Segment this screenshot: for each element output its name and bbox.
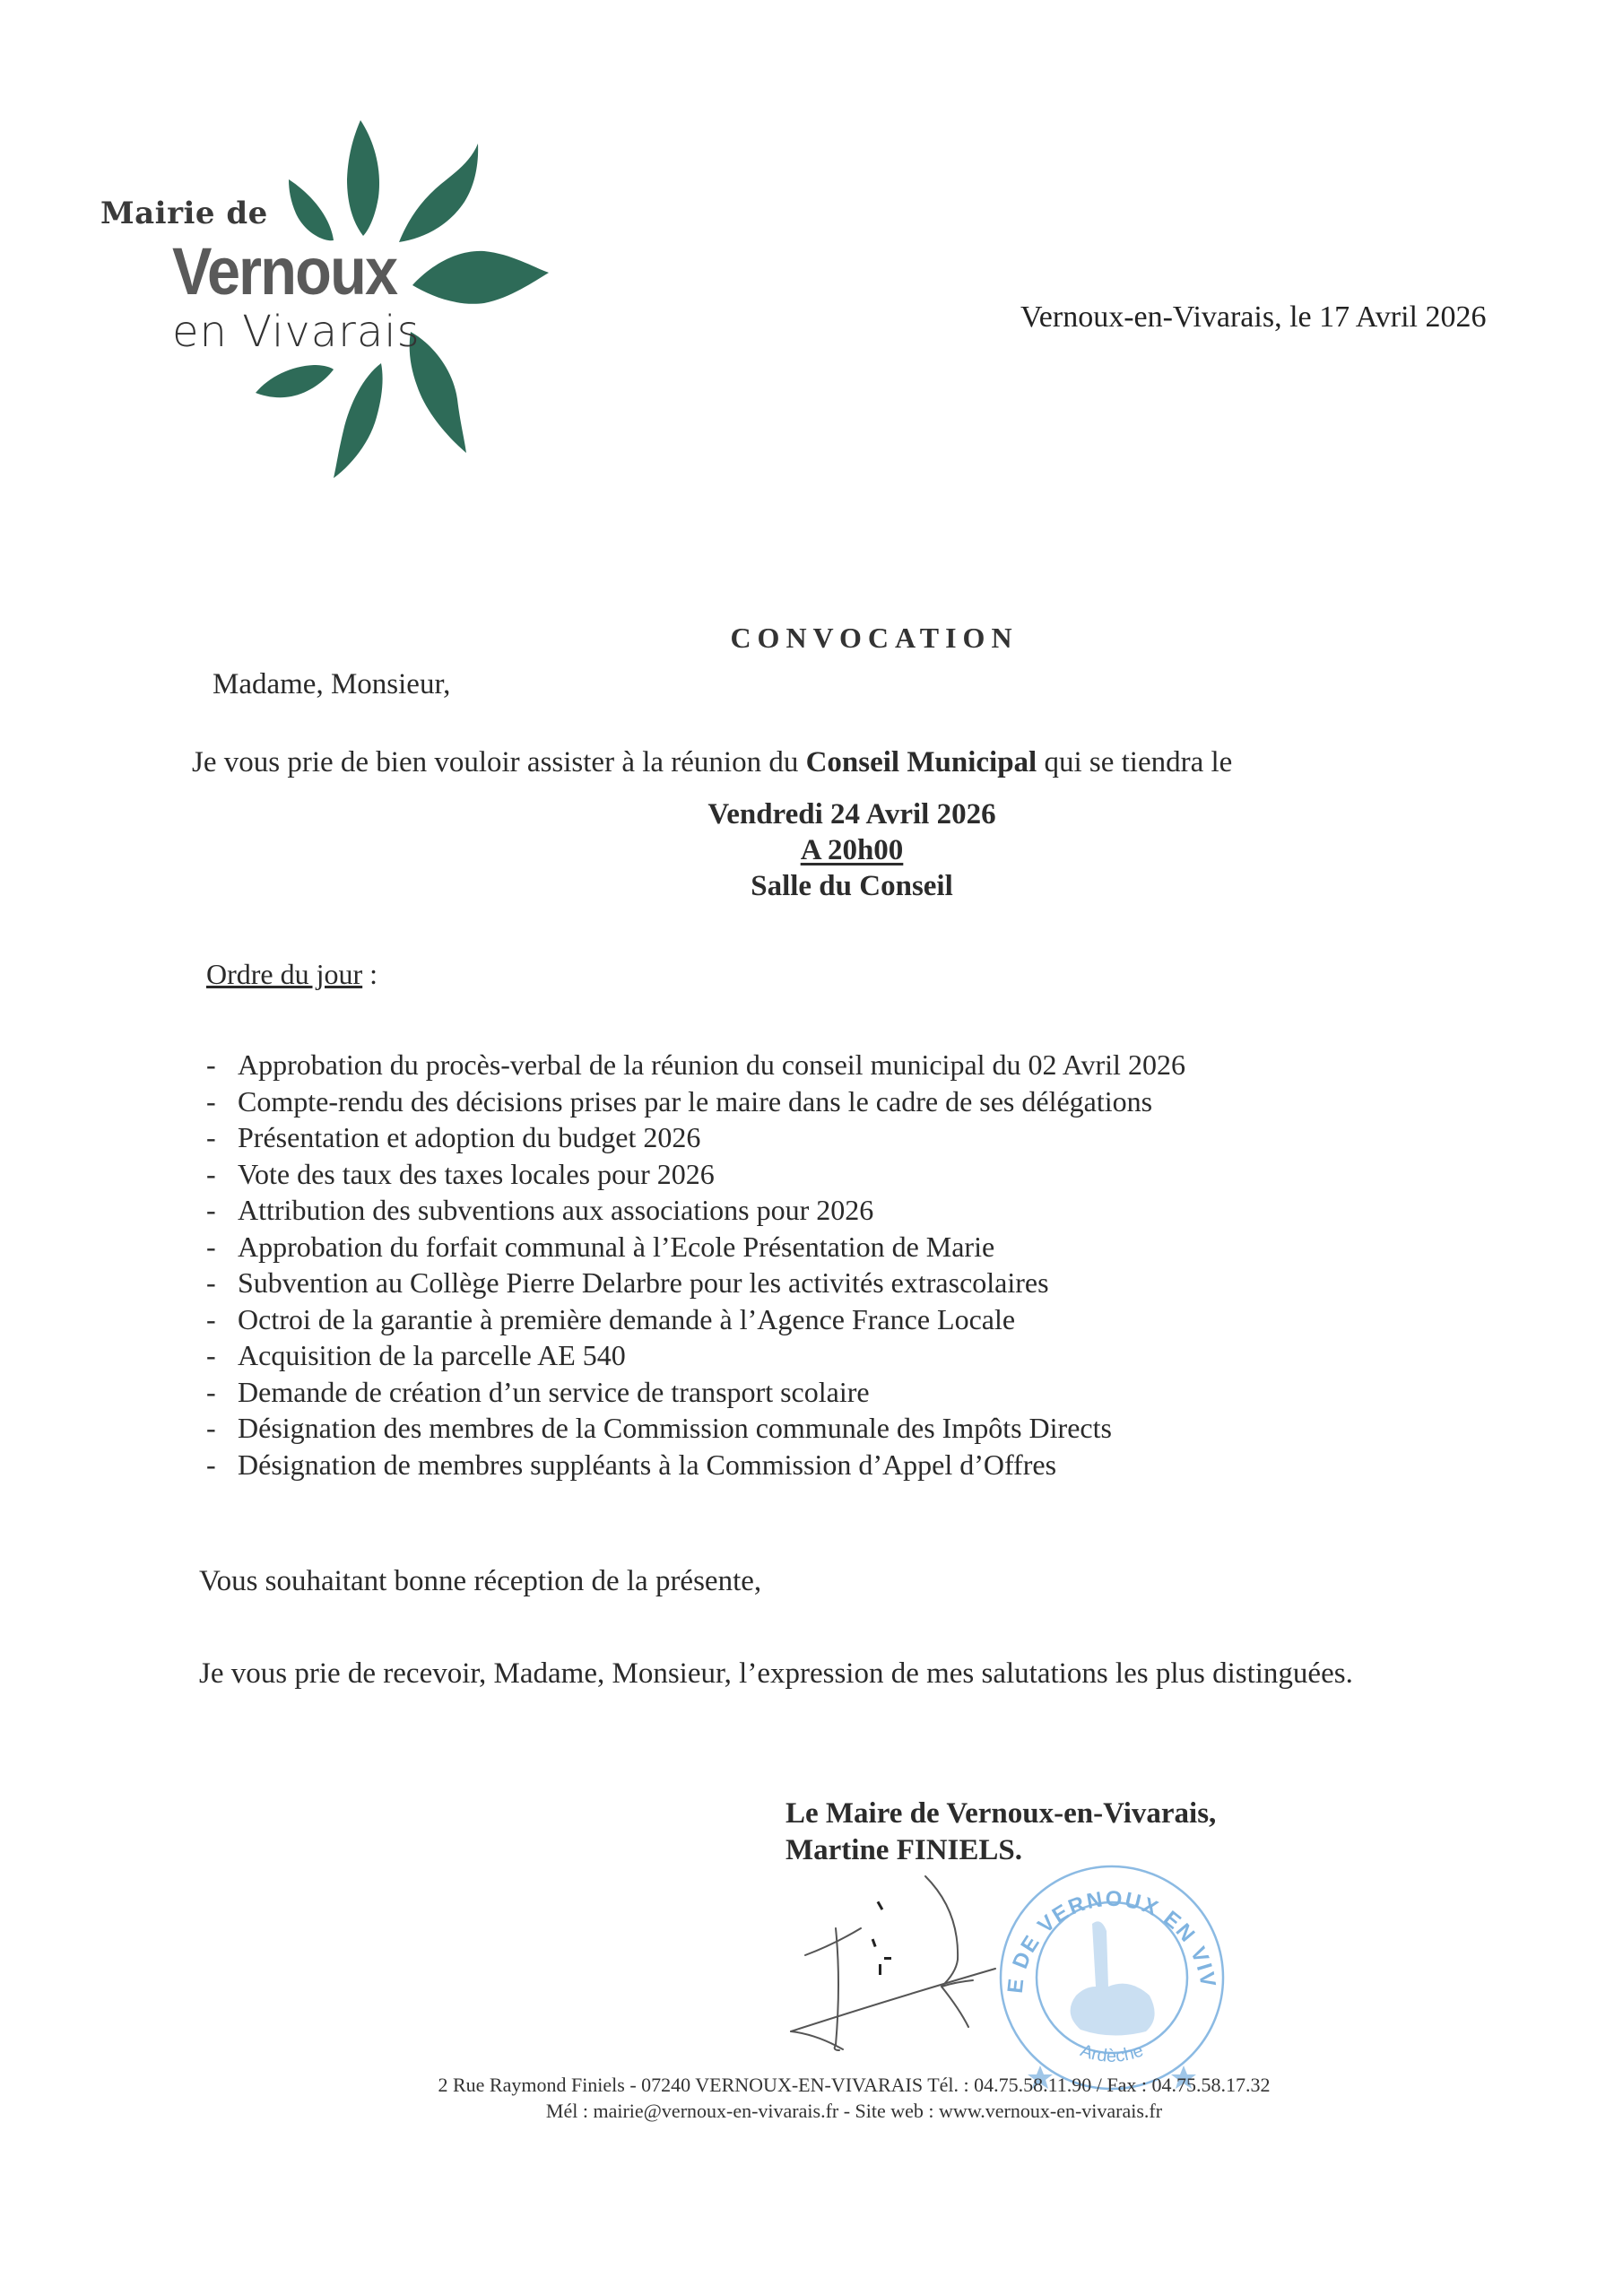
logo-line-vivarais: en Vivarais bbox=[172, 307, 421, 357]
agenda-item-text: Présentation et adoption du budget 2026 bbox=[238, 1121, 701, 1153]
agenda-item bbox=[202, 1229, 1185, 1265]
agenda-item-text: Demande de création d’un service de transport scolaire bbox=[238, 1375, 870, 1408]
footer-address-line: 2 Rue Raymond Finiels - 07240 VERNOUX-EN-VIVARAIS Tél. : 04.75.58.11.90 / Fax : 04.75.58.17.32 bbox=[438, 2074, 1271, 2096]
agenda-heading bbox=[206, 958, 378, 991]
intro-text-bold: Conseil Municipal bbox=[805, 746, 1037, 778]
meeting-place: Salle du Conseil bbox=[751, 870, 953, 902]
closing-line-1: Vous souhaitant bonne réception de la présente, bbox=[199, 1565, 762, 1597]
bullet-dash: - bbox=[206, 1121, 216, 1153]
leaf bbox=[399, 144, 478, 242]
meeting-time: A 20h00 bbox=[800, 834, 904, 866]
leaf bbox=[289, 179, 334, 240]
agenda-item bbox=[202, 1192, 1185, 1229]
intro-paragraph bbox=[192, 746, 1232, 779]
agenda-item bbox=[202, 1447, 1185, 1483]
agenda-heading-text: Ordre du jour bbox=[206, 958, 363, 990]
leaf bbox=[347, 120, 379, 236]
municipality-logo bbox=[90, 108, 628, 511]
intro-text-before: Je vous prie de bien vouloir assister à la réunion du bbox=[192, 746, 806, 778]
bullet-dash: - bbox=[206, 1302, 216, 1335]
agenda-item-text: Octroi de la garantie à première demande à l’Agence France Locale bbox=[238, 1302, 1016, 1335]
signatory-title: Le Maire de Vernoux-en-Vivarais, bbox=[785, 1797, 1217, 1830]
salutation: Madame, Monsieur, bbox=[213, 668, 451, 700]
handwritten-signature bbox=[780, 1874, 1031, 2076]
bullet-dash: - bbox=[206, 1194, 216, 1226]
agenda-item bbox=[202, 1374, 1185, 1411]
leaf bbox=[256, 365, 334, 397]
stamp-ring-text: E DE VERNOUX EN VIV bbox=[1002, 1886, 1220, 1995]
leaf bbox=[412, 251, 549, 304]
agenda-item-text: Compte-rendu des décisions prises par le maire dans le cadre de ses délégations bbox=[238, 1084, 1153, 1118]
agenda-item bbox=[202, 1265, 1185, 1301]
agenda-item bbox=[202, 1337, 1185, 1374]
agenda-list bbox=[202, 1047, 1185, 1483]
signature-icon bbox=[780, 1874, 1031, 2072]
meeting-date: Vendredi 24 Avril 2026 bbox=[707, 798, 996, 831]
document-title: CONVOCATION bbox=[730, 622, 1019, 654]
bullet-dash: - bbox=[206, 1266, 216, 1299]
agenda-item bbox=[202, 1119, 1185, 1156]
agenda-item-text: Approbation du forfait communal à l’Ecole Présentation de Marie bbox=[238, 1230, 995, 1263]
bullet-dash: - bbox=[206, 1448, 216, 1481]
town-seal-icon bbox=[995, 1861, 1228, 2094]
agenda-item-text: Approbation du procès-verbal de la réunion du conseil municipal du 02 Avril 2026 bbox=[238, 1048, 1185, 1081]
agenda-item-text: Désignation de membres suppléants à la Commission d’Appel d’Offres bbox=[238, 1448, 1057, 1481]
stamp-bottom-text: Ardèche bbox=[1078, 2040, 1147, 2066]
bullet-dash: - bbox=[206, 1339, 216, 1371]
bullet-dash: - bbox=[206, 1412, 216, 1444]
signatory-name: Martine FINIELS. bbox=[785, 1834, 1022, 1866]
agenda-heading-colon: : bbox=[362, 958, 378, 990]
agenda-item bbox=[202, 1047, 1185, 1083]
agenda-item-text: Subvention au Collège Pierre Delarbre pour les activités extrascolaires bbox=[238, 1266, 1049, 1299]
logo-line-vernoux: Vernoux bbox=[172, 234, 397, 309]
letter-date: Vernoux-en-Vivarais, le 17 Avril 2026 bbox=[1020, 300, 1487, 334]
agenda-item-text: Attribution des subventions aux associations pour 2026 bbox=[238, 1194, 874, 1226]
meeting-details bbox=[628, 796, 1076, 904]
bullet-dash: - bbox=[206, 1230, 216, 1263]
official-stamp bbox=[995, 1861, 1228, 2099]
agenda-item-text: Acquisition de la parcelle AE 540 bbox=[238, 1339, 626, 1371]
agenda-item-text: Vote des taux des taxes locales pour 2026 bbox=[238, 1157, 715, 1190]
intro-text-after: qui se tiendra le bbox=[1037, 746, 1233, 778]
agenda-item bbox=[202, 1156, 1185, 1193]
bullet-dash: - bbox=[206, 1048, 216, 1081]
footer-contact-line: Mél : mairie@vernoux-en-vivarais.fr - Site web : www.vernoux-en-vivarais.fr bbox=[545, 2100, 1163, 2122]
agenda-item bbox=[202, 1301, 1185, 1338]
agenda-item bbox=[202, 1083, 1185, 1120]
agenda-item bbox=[202, 1410, 1185, 1447]
logo-line-mairie: Mairie de bbox=[100, 196, 268, 231]
letterhead-footer bbox=[0, 2072, 1623, 2124]
closing-line-2: Je vous prie de recevoir, Madame, Monsieur, l’expression de mes salutations les plus distinguées. bbox=[199, 1657, 1353, 1690]
leaf bbox=[334, 363, 383, 478]
agenda-item-text: Désignation des membres de la Commission communale des Impôts Directs bbox=[238, 1412, 1112, 1444]
bullet-dash: - bbox=[206, 1375, 216, 1408]
bullet-dash: - bbox=[206, 1157, 216, 1190]
bullet-dash: - bbox=[206, 1084, 216, 1118]
signatory-block bbox=[785, 1796, 1216, 1869]
